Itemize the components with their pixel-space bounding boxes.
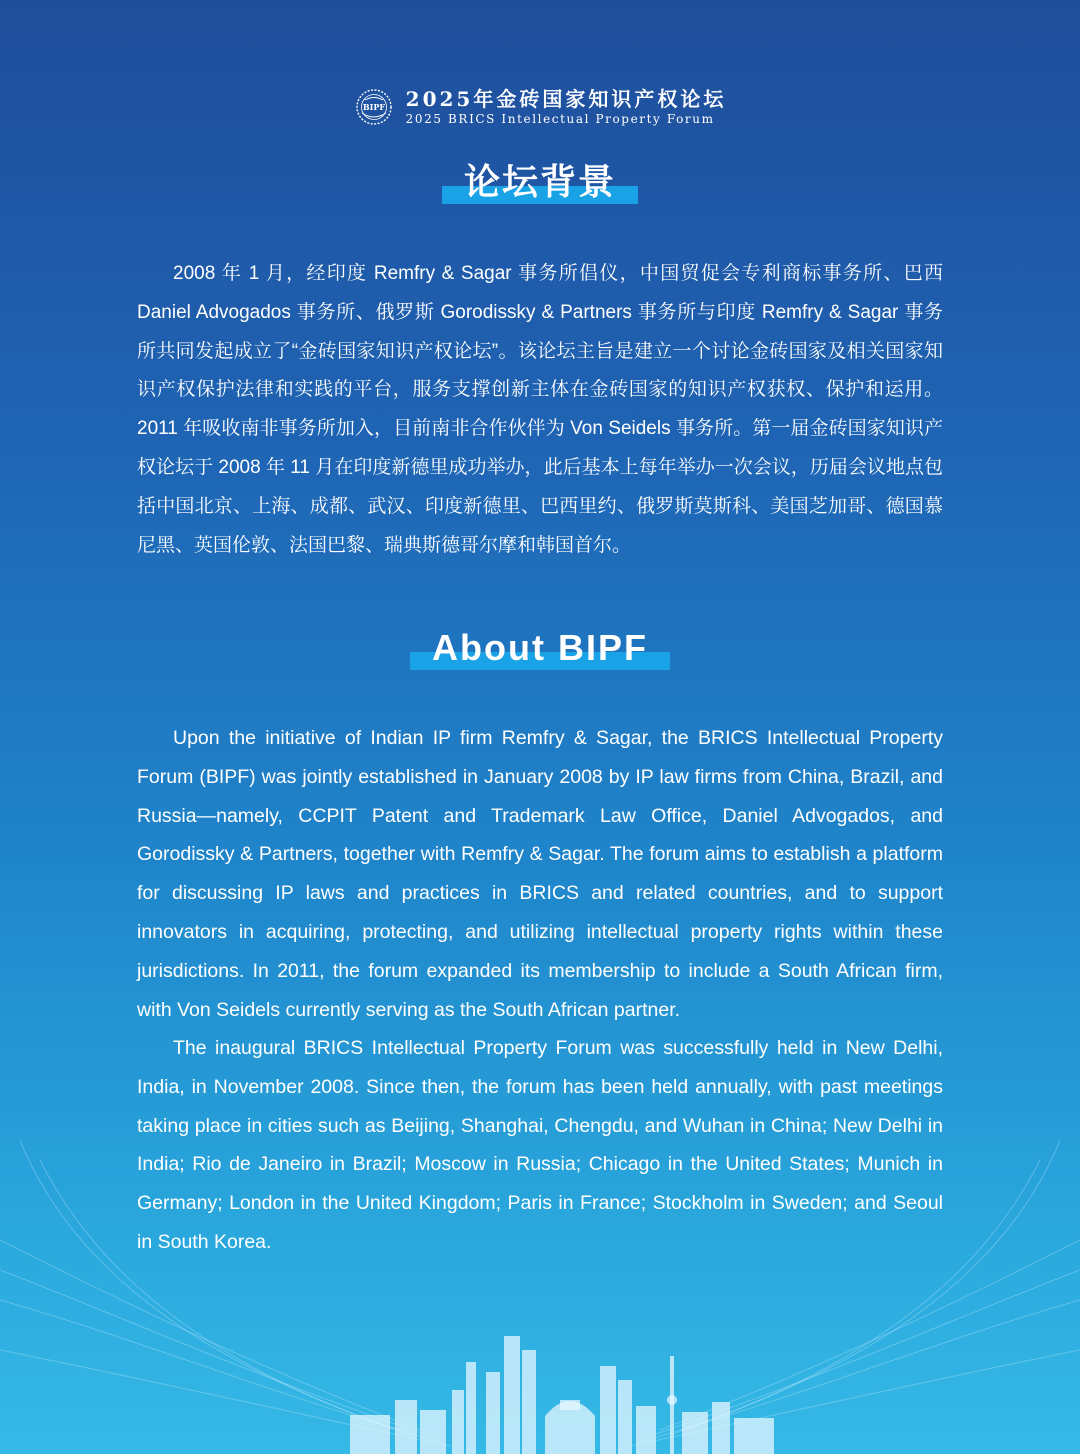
about-paragraph-2: The inaugural BRICS Intellectual Property Forum was successfully held in New Delhi, India, in November 2008. Since then, the forum has been held annually, with past meetings taking place in cities such as Beijing, Shanghai, Chengdu, and Wuhan in China; New Delhi in India; Rio de Janeiro in Brazil; Moscow in Russia; Chicago in the United States; Munich in Germany; London in the United Kingdom; Paris in France; Stockholm in Sweden; and Seoul in South Korea.: [137, 1037, 943, 1253]
forum-header: [0, 84, 1080, 130]
wave-lines-right: [630, 1140, 1080, 1446]
header-title-cn: 2025年金砖国家知识产权论坛: [405, 87, 727, 111]
background-paragraph-cn: 2008 年 1 月，经印度 Remfry & Sagar 事务所倡仪，中国贸促会专利商标事务所、巴西 Daniel Advogados 事务所、俄罗斯 Gorodissky & Partners 事务所与印度 Remfry & Sagar 事务所共同发起成立了“金砖国家知识产权论坛”。该论坛主旨是建立一个讨论金砖国家及相关国家知识产权保护法律和实践的平台，服务支撑创新主体在金砖国家的知识产权获权、保护和运用。2011 年吸收南非事务所加入，目前南非合作伙伴为 Von Seidels 事务所。第一届金砖国家知识产权论坛于 2008 年 11 月在印度新德里成功举办，此后基本上每年举办一次会议，历届会议地点包括中国北京、上海、成都、武汉、印度新德里、巴西里约、俄罗斯莫斯科、美国芝加哥、德国慕尼黑、英国伦敦、法国巴黎、瑞典斯德哥尔摩和韩国首尔。: [137, 263, 943, 556]
section-title-en: [0, 626, 1080, 670]
skyline-buildings: [350, 1336, 774, 1454]
city-skyline-decoration: [0, 1100, 1080, 1454]
about-paragraph-1: Upon the initiative of Indian IP firm Remfry & Sagar, the BRICS Intellectual Property Forum (BIPF) was jointly established in January 2008 by IP law firms from China, Brazil, and Russia—namely, CCPIT Patent and Trademark Law Office, Daniel Advogados, and Gorodissky & Partners, together with Remfry & Sagar. The forum aims to establish a platform for discussing IP laws and practices in BRICS and related countries, and to support innovators in acquiring, protecting, and utilizing intellectual property rights within these jurisdictions. In 2011, the forum expanded its membership to include a South African firm, with Von Seidels currently serving as the South African partner.: [137, 727, 943, 1021]
header-text: [406, 87, 727, 127]
section-title-en-text: About BIPF: [432, 627, 648, 668]
header-title-en: 2025 BRICS Intellectual Property Forum: [405, 112, 715, 126]
logo-text: BIPF: [362, 102, 385, 112]
wave-lines-left: [0, 1140, 450, 1446]
section-title-cn-text: 论坛背景: [463, 161, 616, 202]
section-title-cn: [0, 160, 1080, 204]
bipf-logo: [354, 87, 394, 127]
